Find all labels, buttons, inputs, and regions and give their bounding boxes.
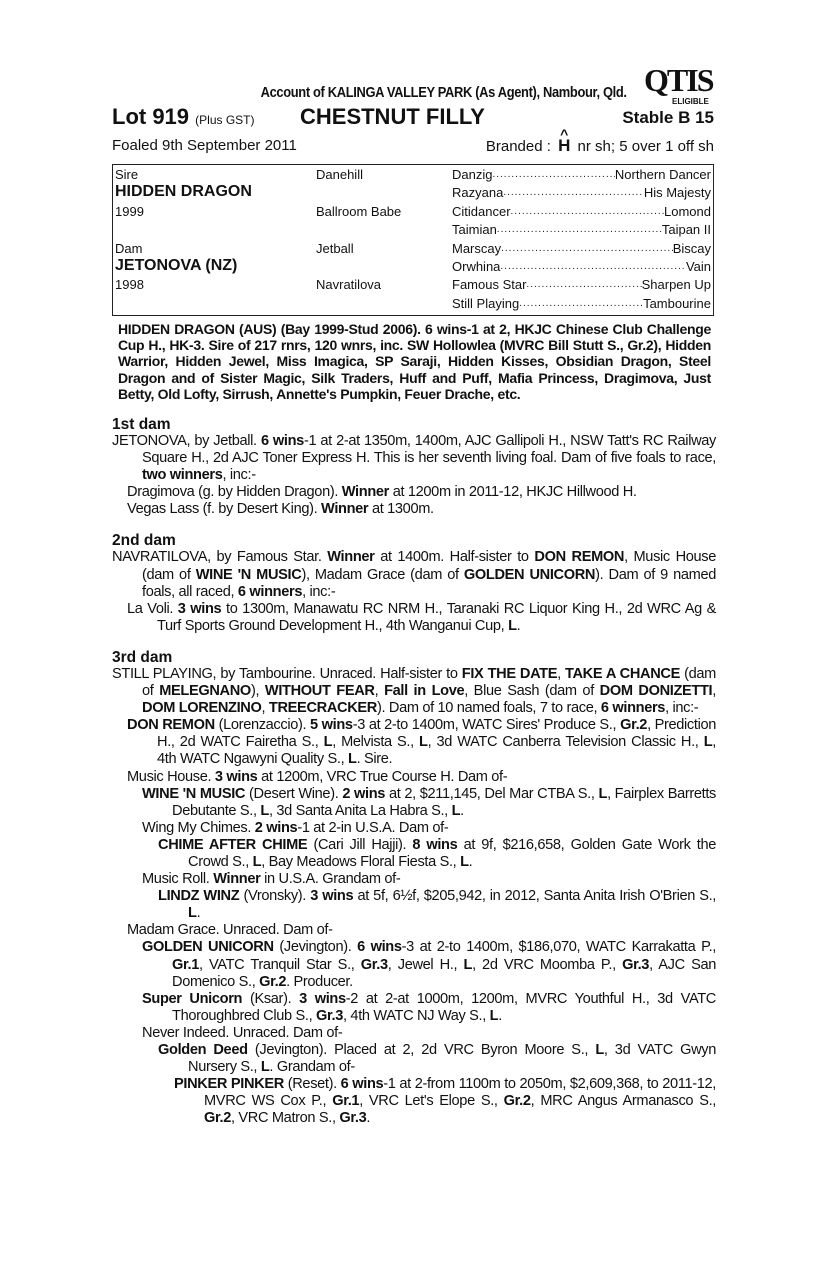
text: Music Roll.: [142, 871, 214, 888]
pedigree-parent: 1999: [115, 203, 144, 219]
text: -1 at 2-in U.S.A. Dam of-: [297, 819, 449, 836]
sire-summary: HIDDEN DRAGON (AUS) (Bay 1999-Stud 2006). 6 wins-1 at 2, HKJC Chinese Club Challenge Cup H., HK-3. Sire of 217 rnrs, 120 wnrs, inc. SW Hollowlea (MVRC Bill Stutt S., Gr.2), Hidden Warrior, Hidden Jewel, Miss Imagica, SP Saraji, Hidden Kisses, Obsidian Dragon, Steel Dragon and of Sister Magic, Silk Traders, Huff and Puff, Mafia Princess, Dragimova, Just Betty, Old Lofty, Sirrush, Annette's Pumpkin, Feuer Drache, etc.: [118, 321, 711, 402]
pedigree-great-grandparent: Citidancer: [452, 203, 511, 219]
progeny-entry: [112, 433, 716, 484]
qtis-logo-subtext: ELIGIBLE: [672, 97, 709, 106]
pedigree-great-grandparent: Still Playing: [452, 295, 520, 311]
text: (Lorenzaccio).: [214, 717, 311, 734]
bold-text: Winner: [321, 501, 369, 518]
bold-text: Gr.3: [316, 1007, 344, 1024]
dot-leader: [501, 241, 673, 256]
pedigree-parent: JETONOVA (NZ): [115, 257, 238, 274]
text: (Desert Wine).: [245, 785, 343, 802]
bold-text: 3 wins: [299, 990, 346, 1007]
progeny-entry: [127, 600, 716, 635]
pedigree-grandparent: Ballroom Babe: [316, 203, 402, 219]
bold-text: L: [489, 1007, 499, 1024]
bold-text: Winner: [213, 871, 261, 888]
progeny-entry: [112, 665, 716, 717]
text: ). Dam of 10 named foals, 7 to race,: [376, 700, 601, 717]
progeny-entry: [127, 922, 716, 939]
lot-label: Lot 919: [112, 104, 190, 129]
pedigree-ancestors: [452, 185, 711, 200]
text: , 4th WATC Ngawyni Quality S.,: [157, 734, 716, 768]
bold-text: 6 wins: [260, 433, 304, 450]
branded-detail: nr sh; 5 over 1 off sh: [577, 138, 714, 155]
pedigree-great-grandparent: Razyana: [452, 185, 504, 201]
text: Dragimova (g. by Hidden Dragon).: [127, 484, 342, 501]
text: -1 at 2-from 1100m to 2050m, $2,609,368, to 2011-12, MVRC WS Cox P.,: [204, 1076, 716, 1110]
bold-text: 6 wins: [340, 1076, 384, 1093]
progeny-entry: [142, 785, 716, 820]
stable-number: Stable B 15: [622, 108, 714, 127]
bold-text: LINDZ WINZ: [158, 888, 240, 905]
progeny-entry: [127, 501, 716, 518]
bold-text: Golden Deed: [158, 1042, 248, 1059]
pedigree-ancestors: [452, 259, 711, 274]
progeny-entry: [174, 1076, 716, 1127]
text: .: [498, 1007, 502, 1024]
text: .: [460, 802, 464, 819]
text: , MRC Angus Armanasco S.,: [530, 1093, 716, 1110]
pedigree-parent: 1998: [115, 277, 144, 293]
lot-line: [112, 104, 714, 130]
text: (Cari Jill Hajji).: [307, 836, 413, 853]
bold-text: L: [460, 853, 469, 870]
text: (Jevington).: [273, 939, 358, 956]
bold-text: Gr.1: [172, 956, 199, 973]
bold-text: Gr.2: [204, 1110, 231, 1127]
text: -1 at 2-at 1350m, 1400m, AJC Gallipoli H., NSW Tatt's RC Railway Square H., 2d AJC Toner Express H. This is her seventh living foal. Dam of five foals to race,: [142, 433, 716, 467]
progeny-entry: [158, 836, 716, 871]
text: (Ksar).: [242, 990, 300, 1007]
text: .: [366, 1110, 371, 1127]
text: ,: [712, 683, 716, 700]
progeny-entry: [127, 717, 717, 768]
pedigree-great-grandparent: Famous Star: [452, 277, 527, 293]
brand-mark-icon: ^ H: [558, 137, 570, 155]
section-title: 2nd dam: [112, 532, 176, 550]
text: . Grandam of-: [269, 1059, 355, 1076]
bold-text: L: [252, 853, 262, 870]
pedigree-row: [113, 294, 713, 312]
text: at 1200m, VRC True Course H. Dam of-: [257, 768, 508, 785]
bold-text: Gr.3: [360, 956, 388, 973]
progeny-entry: [127, 768, 716, 786]
text: in U.S.A. Grandam of-: [260, 871, 401, 888]
text: NAVRATILOVA, by Famous Star.: [112, 549, 328, 566]
bold-text: Gr.3: [622, 956, 650, 973]
bold-text: WINE 'N MUSIC: [195, 566, 302, 583]
qtis-logo-text: QTIS: [644, 62, 713, 98]
text: , inc:-: [665, 700, 699, 717]
text: (Vronsky).: [239, 888, 311, 905]
colour-sex: CHESTNUT FILLY: [300, 104, 485, 129]
text: at 1200m in 2011-12, HKJC Hillwood H.: [389, 484, 637, 501]
lot-number: [112, 104, 255, 133]
dot-leader: [492, 167, 614, 182]
dot-leader: [497, 222, 662, 237]
bold-text: 3 wins: [177, 600, 222, 617]
text: at 2, $211,145, Del Mar CTBA S.,: [385, 785, 599, 802]
bold-text: Winner: [327, 549, 375, 566]
text: . Sire.: [356, 751, 393, 768]
pedigree-sire-of-ancestor: His Majesty: [643, 185, 711, 201]
bold-text: L: [188, 905, 197, 922]
pedigree-sire-of-ancestor: Taipan II: [661, 222, 711, 238]
pedigree-row: [113, 257, 713, 275]
bold-text: L: [419, 734, 428, 751]
catalogue-body: [112, 321, 716, 1157]
dam-section: [112, 416, 716, 518]
text: , AJC San Domenico S.,: [172, 956, 716, 990]
progeny-entry: [142, 1024, 716, 1042]
brand-info: [486, 137, 714, 156]
progeny-entry: [112, 549, 717, 600]
text: at 9f, $216,658, Golden Gate Work the Crowd S.,: [188, 836, 716, 870]
dot-leader: [526, 277, 641, 292]
text: ,: [261, 700, 269, 717]
progeny-entry: [142, 990, 717, 1025]
text: , VRC Matron S.,: [231, 1110, 340, 1127]
text: .: [468, 853, 473, 870]
pedigree-sire-of-ancestor: Northern Dancer: [614, 167, 711, 182]
pedigree-ancestors: [452, 167, 711, 182]
pedigree-parent: Sire: [115, 167, 139, 182]
bold-text: TAKE A CHANCE: [564, 665, 680, 682]
progeny-entry: [142, 939, 716, 990]
text: (Reset).: [283, 1076, 341, 1093]
text: , VATC Tranquil Star S.,: [199, 956, 361, 973]
foaled-date: Foaled 9th September 2011: [112, 137, 297, 154]
text: , inc:-: [222, 467, 256, 484]
bold-text: two winners: [142, 467, 223, 484]
pedigree-great-grandparent: Danzig: [452, 167, 493, 182]
text: , Music House (dam of: [142, 549, 717, 583]
text: , 4th WATC NJ Way S.,: [343, 1007, 490, 1024]
text: Music House.: [127, 768, 215, 785]
text: ,: [557, 665, 565, 682]
bold-text: Gr.2: [259, 973, 287, 990]
vendor-account: Account of KALINGA VALLEY PARK (As Agent), Nambour, Qld.: [260, 84, 627, 101]
text: ), Madam Grace (dam of: [301, 566, 464, 583]
bold-text: MELEGNANO: [159, 683, 251, 700]
bold-text: 8 wins: [412, 836, 458, 853]
text: at 1300m.: [368, 501, 434, 518]
text: -2 at 2-at 1000m, 1200m, MVRC Youthful H., 3d VATC Thoroughbred Club S.,: [172, 990, 717, 1024]
bold-text: 3 wins: [214, 768, 258, 785]
pedigree-sire-of-ancestor: Lomond: [664, 203, 711, 219]
bold-text: DOM LORENZINO: [142, 700, 262, 717]
bold-text: TREECRACKER: [268, 700, 377, 717]
pedigree-ancestors: [452, 296, 711, 311]
text: , Bay Meadows Floral Fiesta S.,: [261, 853, 461, 870]
text: Wing My Chimes.: [142, 819, 255, 836]
bold-text: 2 wins: [254, 819, 298, 836]
text: , VRC Let's Elope S.,: [359, 1093, 504, 1110]
bold-text: DOM DONIZETTI: [599, 683, 713, 700]
bold-text: 5 wins: [310, 717, 353, 734]
branded-label: Branded :: [485, 138, 551, 155]
bold-text: Gr.2: [620, 717, 648, 734]
progeny-entry: [142, 871, 716, 888]
pedigree-sire-of-ancestor: Tambourine: [643, 295, 711, 311]
bold-text: Gr.3: [339, 1110, 367, 1127]
bold-text: 6 winners: [237, 583, 303, 600]
bold-text: L: [260, 802, 269, 819]
pedigree-table: [112, 164, 714, 316]
pedigree-great-grandparent: Marscay: [452, 240, 502, 256]
text: , Blue Sash (dam of: [464, 683, 600, 700]
bold-text: Winner: [341, 484, 389, 501]
bold-text: Fall in Love: [384, 683, 465, 700]
bold-text: L: [598, 785, 608, 802]
text: -3 at 2-to 1400m, $186,070, WATC Karrakatta P.,: [401, 939, 716, 956]
pedigree-great-grandparent: Orwhina: [452, 259, 501, 274]
pedigree-ancestors: [452, 241, 711, 256]
bold-text: L: [323, 734, 333, 751]
pedigree-sire-of-ancestor: Vain: [685, 259, 711, 274]
bold-text: DON REMON: [534, 549, 625, 566]
pedigree-grandparent: Navratilova: [316, 277, 382, 293]
progeny-entry: [127, 484, 716, 501]
pedigree-ancestors: [452, 277, 711, 292]
text: . Producer.: [286, 973, 353, 990]
bold-text: L: [347, 751, 357, 768]
text: , Fairplex Barretts Debutante S.,: [172, 785, 716, 819]
pedigree-ancestors: [452, 222, 711, 237]
dot-leader: [503, 185, 644, 200]
text: ),: [250, 683, 265, 700]
text: at 5f, 6½f, $205,942, in 2012, Santa Anita Irish O'Brien S.,: [353, 888, 717, 905]
bold-text: 3 wins: [310, 888, 354, 905]
pedigree-sire-of-ancestor: Biscay: [672, 240, 711, 256]
text: , 3d VATC Gwyn Nursery S.,: [188, 1042, 716, 1076]
pedigree-row: [113, 202, 713, 220]
text: JETONOVA, by Jetball.: [112, 433, 261, 450]
text: Never Indeed. Unraced. Dam of-: [142, 1024, 343, 1041]
text: Madam Grace. Unraced. Dam of-: [127, 922, 333, 939]
bold-text: Gr.1: [332, 1093, 360, 1110]
bold-text: L: [508, 617, 517, 634]
pedigree-parent: HIDDEN DRAGON: [115, 183, 252, 201]
pedigree-row: [113, 165, 713, 183]
dot-leader: [511, 204, 664, 219]
qtis-eligible-logo: [640, 62, 714, 108]
section-title: 3rd dam: [112, 648, 173, 666]
bold-text: L: [595, 1042, 604, 1059]
bold-text: L: [260, 1059, 270, 1076]
pedigree-sire-of-ancestor: Sharpen Up: [641, 277, 711, 293]
bold-text: GOLDEN UNICORN: [142, 939, 274, 956]
bold-text: Gr.2: [503, 1093, 531, 1110]
text: , 3d WATC Canberra Television Classic H.,: [427, 734, 704, 751]
gst-note: (Plus GST): [195, 113, 255, 127]
bold-text: L: [451, 802, 461, 819]
text: STILL PLAYING, by Tambourine. Unraced. Half-sister to: [112, 665, 462, 682]
bold-text: 6 winners: [600, 700, 666, 717]
text: at 1400m. Half-sister to: [374, 549, 535, 566]
text: ). Dam of 9 named foals, all raced,: [142, 566, 716, 600]
text: (dam of: [142, 665, 716, 700]
pedigree-row: [113, 183, 713, 201]
pedigree-great-grandparent: Taimian: [452, 222, 497, 238]
text: , Jewel H.,: [387, 956, 464, 973]
bold-text: CHIME AFTER CHIME: [158, 836, 308, 853]
pedigree-row: [113, 275, 713, 293]
pedigree-ancestors: [452, 204, 711, 219]
pedigree-grandparent: Jetball: [316, 240, 354, 256]
text: .: [196, 905, 201, 922]
text: , Melvista S.,: [332, 734, 420, 751]
bold-text: GOLDEN UNICORN: [463, 566, 596, 583]
dot-leader: [519, 296, 643, 311]
text: (Jevington). Placed at 2, 2d VRC Byron Moore S.,: [247, 1042, 596, 1059]
dam-section: [112, 532, 716, 634]
bold-text: L: [703, 734, 713, 751]
text: , 2d VRC Moomba P.,: [472, 956, 623, 973]
pedigree-row: [113, 220, 713, 238]
text: , inc:-: [302, 583, 336, 600]
bold-text: WINE 'N MUSIC: [142, 785, 246, 802]
bold-text: DON REMON: [127, 717, 215, 734]
bold-text: 6 wins: [357, 939, 402, 956]
bold-text: Super Unicorn: [142, 990, 243, 1007]
dam-section: [112, 649, 716, 1128]
text: Vegas Lass (f. by Desert King).: [127, 501, 322, 518]
text: , Prediction H., 2d WATC Fairetha S.,: [157, 717, 717, 751]
section-title: 1st dam: [112, 416, 171, 434]
text: .: [516, 617, 521, 634]
bold-text: L: [463, 956, 473, 973]
text: ,: [374, 683, 385, 700]
text: , 3d Santa Anita La Habra S.,: [268, 802, 452, 819]
progeny-entry: [158, 1042, 716, 1076]
pedigree-row: [113, 239, 713, 257]
pedigree-grandparent: Danehill: [316, 167, 363, 182]
pedigree-parent: Dam: [115, 240, 143, 256]
progeny-entry: [142, 819, 716, 837]
bold-text: PINKER PINKER: [174, 1076, 284, 1093]
progeny-entry: [158, 888, 717, 922]
text: to 1300m, Manawatu RC NRM H., Taranaki RC Liquor King H., 2d WRC Ag & Turf Sports Ground Development H., 4th Wanganui Cup,: [157, 600, 716, 634]
bold-text: FIX THE DATE: [461, 665, 558, 682]
bold-text: 2 wins: [342, 785, 386, 802]
text: -3 at 2-to 1400m, WATC Sires' Produce S.,: [352, 717, 621, 734]
bold-text: WITHOUT FEAR: [264, 683, 375, 700]
text: La Voli.: [127, 600, 178, 617]
dot-leader: [500, 259, 686, 274]
